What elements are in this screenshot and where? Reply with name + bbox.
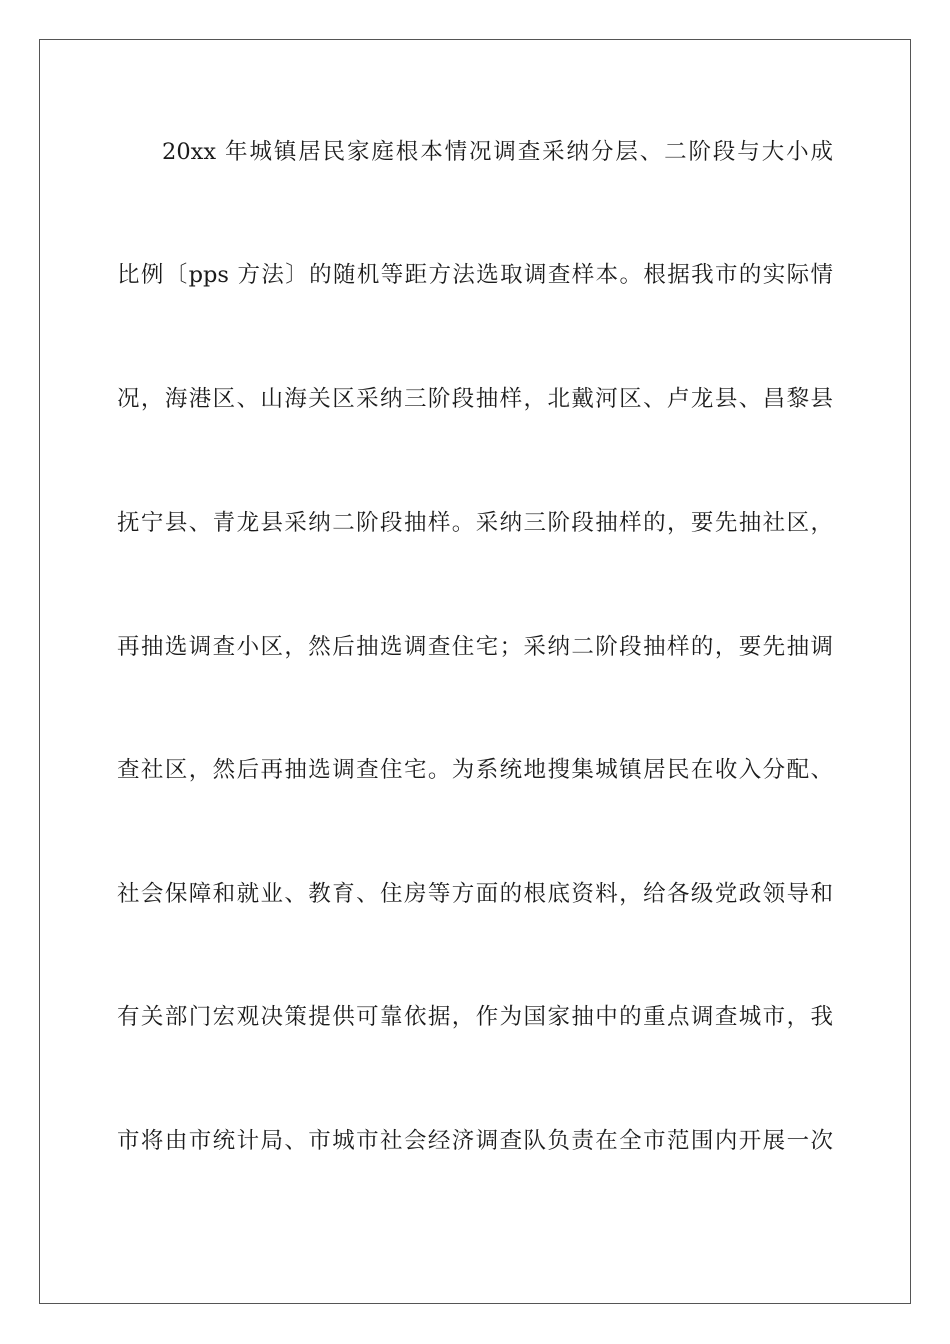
page-border	[39, 39, 911, 1304]
text-line: 20xx 年城镇居民家庭根本情况调查采纳分层、二阶段与大小成	[162, 139, 833, 165]
text-line: 查社区，然后再抽选调查住宅。为系统地搜集城镇居民在收入分配、	[117, 757, 833, 783]
text-line: 市将由市统计局、市城市社会经济调查队负责在全市范围内开展一次	[117, 1128, 833, 1154]
text-line: 况，海港区、山海关区采纳三阶段抽样，北戴河区、卢龙县、昌黎县	[117, 386, 833, 412]
text-line: 比例〔pps 方法〕的随机等距方法选取调查样本。根据我市的实际情	[117, 262, 833, 288]
text-line: 再抽选调查小区，然后抽选调查住宅；采纳二阶段抽样的，要先抽调	[117, 634, 833, 660]
text-line: 有关部门宏观决策提供可靠依据，作为国家抽中的重点调查城市，我	[117, 1004, 833, 1030]
text-line: 社会保障和就业、教育、住房等方面的根底资料，给各级党政领导和	[117, 881, 833, 907]
text-line: 抚宁县、青龙县采纳二阶段抽样。采纳三阶段抽样的，要先抽社区，	[117, 510, 833, 536]
